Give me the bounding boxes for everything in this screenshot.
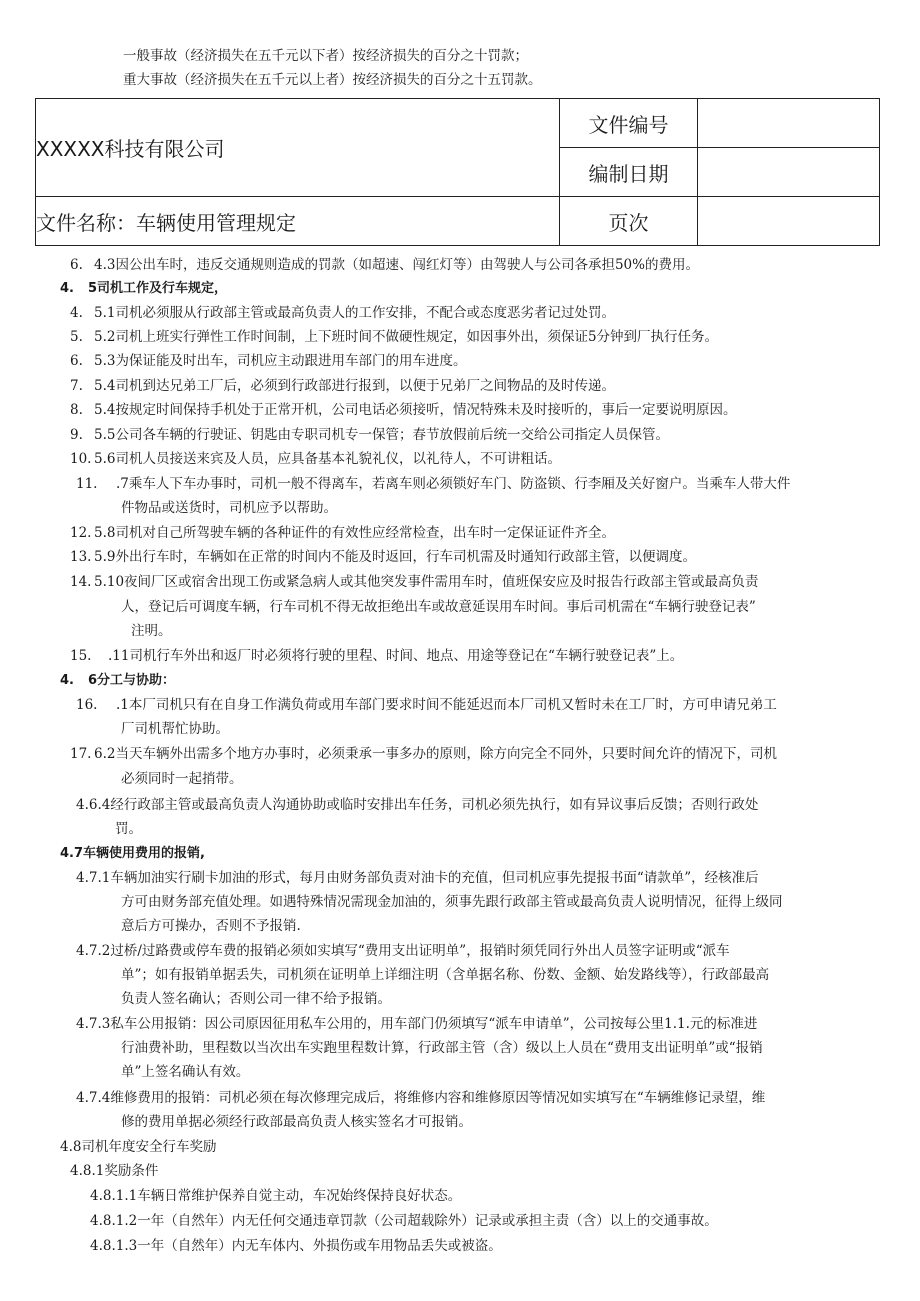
text-line: 重大事故（经济损失在五千元以上者）按经济损失的百分之十五罚款。	[123, 72, 542, 88]
text-line: 15. .11司机行车外出和返厂时必须将行驶的里程、时间、地点、用途等登记在“车辆行驶登记表”上。	[70, 648, 684, 664]
section-heading: 4.7车辆使用费用的报销,	[60, 846, 205, 861]
document-header-table	[35, 98, 880, 246]
text-line: 11. .7乘车人下车办事时，司机一般不得离车，若离车则必须锁好车门、防盗锁、行李厢及关好窗户。当乘车人带大件	[76, 476, 791, 492]
text-line: 12. 5.8司机对自己所驾驶车辆的各种证件的有效性应经常检查，出车时一定保证证件齐全。	[70, 525, 615, 541]
text-line: 13. 5.9外出行车时，车辆如在正常的时间内不能及时返回，行车司机需及时通知行政部主管，以便调度。	[70, 549, 696, 565]
text-line: 4.6.4经行政部主管或最高负责人沟通协助或临时安排出车任务，司机必须先执行，如有异议事后反馈；否则行政处	[76, 797, 759, 813]
section-heading: 4. 5司机工作及行车规定，	[60, 281, 228, 296]
text-line: 单”；如有报销单据丢失，司机须在证明单上详细注明（含单据名称、份数、金额、始发路线等），行政部最高	[121, 967, 770, 983]
text-line: 罚。	[115, 821, 142, 837]
text-line: 4.7.3私车公用报销：因公司原因征用私车公用的，用车部门仍须填写“派车申请单”，公司按每公里1.1.元的标准进	[76, 1016, 758, 1032]
text-line: 4.8.1.1车辆日常维护保养自觉主动，车况始终保持良好状态。	[90, 1188, 462, 1204]
text-line: 4.8.1奖励条件	[70, 1163, 159, 1179]
file-name: 文件名称：车辆使用管理规定	[36, 197, 560, 246]
text-line: 17. 6.2当天车辆外出需多个地方办事时，必须秉承一事多办的原则，除方向完全不同外，只要时间允许的情况下，司机	[70, 746, 777, 762]
text-line: 14. 5.10夜间厂区或宿舍出现工伤或紧急病人或其他突发事件需用车时，值班保安应及时报告行政部主管或最高负责	[70, 574, 759, 590]
page-value	[698, 197, 880, 246]
text-line: 16. .1本厂司机只有在自身工作满负荷或用车部门要求时间不能延迟而本厂司机又暂时未在工厂时，方可申请兄弟工	[76, 697, 777, 713]
text-line: 4.7.4维修费用的报销：司机必须在每次修理完成后，将维修内容和维修原因等情况如实填写在“车辆维修记录望，维	[76, 1090, 766, 1106]
text-line: 10. 5.6司机人员接送来宾及人员，应具备基本礼貌礼仪，以礼待人，不可讲粗话。	[70, 451, 561, 467]
text-line: 4.8.1.3一年（自然年）内无车体内、外损伤或车用物品丢失或被盗。	[90, 1238, 502, 1254]
text-line: 6. 4.3因公出车时，违反交通规则造成的罚款（如超速、闯红灯等）由驾驶人与公司各承担50%的费用。	[70, 257, 699, 273]
page-label: 页次	[560, 197, 698, 246]
file-number-value	[698, 99, 880, 148]
text-line: 方可由财务部充值处理。如遇特殊情况需现金加油的，须事先跟行政部主管或最高负责人说明情况，征得上级同	[121, 894, 783, 910]
text-line: 必须同时一起捎带。	[121, 771, 243, 787]
date-value	[698, 148, 880, 197]
text-line: 4.8司机年度安全行车奖励	[60, 1139, 217, 1155]
file-number-label: 文件编号	[560, 99, 698, 148]
text-line: 人，登记后可调度车辆，行车司机不得无故拒绝出车或故意延误用车时间。事后司机需在“车辆行驶登记表”	[121, 599, 756, 615]
text-line: 4. 5.1司机必须服从行政部主管或最高负责人的工作安排，不配合或态度恶劣者记过处罚。	[70, 305, 615, 321]
text-line: 行油费补助，里程数以当次出车实跑里程数计算，行政部主管（含）级以上人员在“费用支出证明单”或“报销	[121, 1040, 763, 1056]
section-heading: 4. 6分工与协助：	[60, 673, 176, 688]
date-label: 编制日期	[560, 148, 698, 197]
text-line: 修的费用单据必须经行政部最高负责人核实签名才可报销。	[121, 1114, 472, 1130]
text-line: 6. 5.3为保证能及时出车，司机应主动跟进用车部门的用车进度。	[70, 353, 467, 369]
text-line: 4.7.1车辆加油实行刷卡加油的形式，每月由财务部负责对油卡的充值，但司机应事先提报书面“请款单”，经核准后	[76, 870, 759, 886]
text-line: 意后方可操办，否则不予报销.	[121, 918, 301, 934]
text-line: 7. 5.4司机到达兄弟工厂后，必须到行政部进行报到，以便于兄弟厂之间物品的及时传递。	[70, 378, 615, 394]
text-line: 负责人签名确认；否则公司一律不给予报销。	[121, 991, 391, 1007]
text-line: 一般事故（经济损失在五千元以下者）按经济损失的百分之十罚款；	[123, 48, 528, 64]
text-line: 单”上签名确认有效。	[121, 1064, 250, 1080]
text-line: 5. 5.2司机上班实行弹性工作时间制，上下班时间不做硬性规定，如因事外出，须保证5分钟到厂执行任务。	[70, 329, 719, 345]
text-line: 9. 5.5公司各车辆的行驶证、钥匙由专职司机专一保管；春节放假前后统一交给公司指定人员保管。	[70, 427, 669, 443]
text-line: 4.7.2过桥/过路费或停车费的报销必须如实填写“费用支出证明单”，报销时须凭同行外出人员签字证明或“派车	[76, 943, 730, 959]
text-line: 厂司机帮忙协助。	[121, 721, 229, 737]
text-line: 4.8.1.2一年（自然年）内无任何交通违章罚款（公司超载除外）记录或承担主责（含）以上的交通事故。	[90, 1213, 718, 1229]
text-line: 件物品或送货时，司机应予以帮助。	[121, 500, 337, 516]
text-line: 注明。	[131, 623, 172, 639]
company-name: XXXXX科技有限公司	[36, 99, 560, 197]
text-line: 8. 5.4按规定时间保持手机处于正常开机，公司电话必须接听，情况特殊未及时接听的，事后一定要说明原因。	[70, 402, 737, 418]
